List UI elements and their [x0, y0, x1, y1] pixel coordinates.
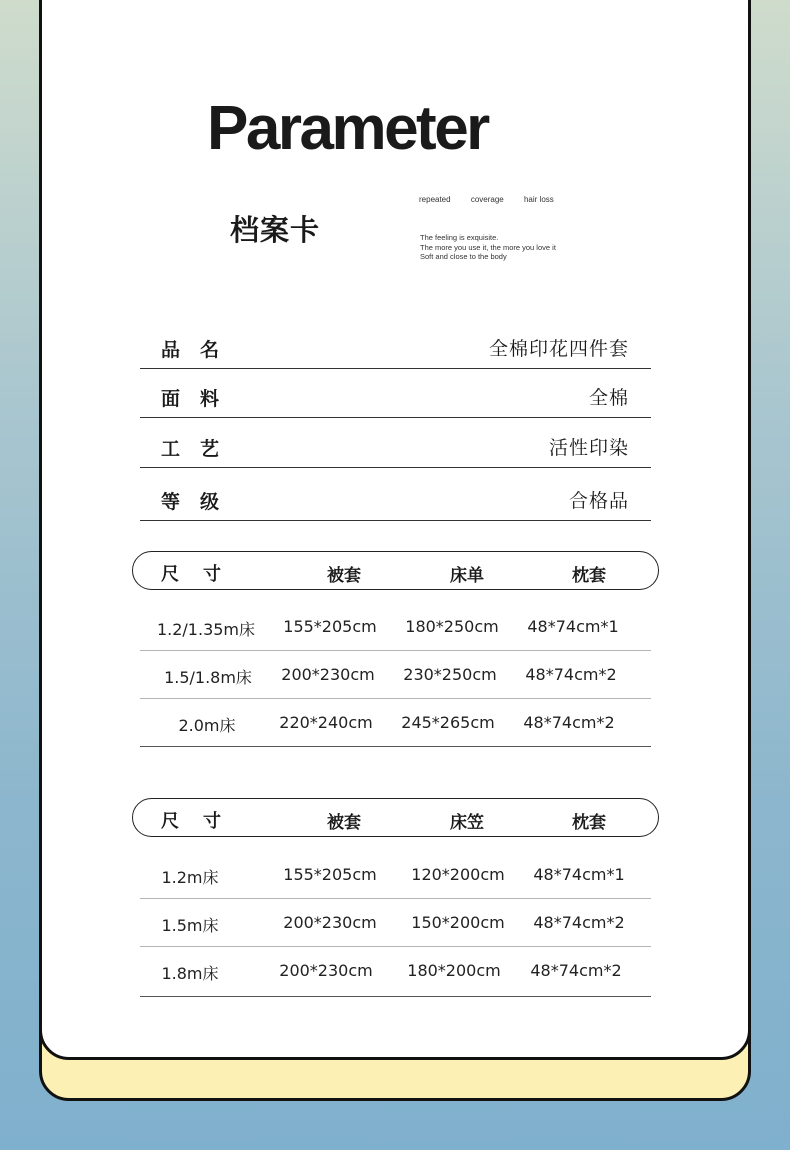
table-cell: 200*230cm — [283, 913, 377, 932]
table-cell: 180*250cm — [405, 617, 499, 636]
table-cell: 155*205cm — [283, 617, 377, 636]
info-value: 活性印染 — [548, 437, 629, 459]
info-value: 全棉印花四件套 — [488, 338, 629, 360]
blurb-text — [420, 233, 556, 262]
table-cell: 200*230cm — [281, 665, 375, 684]
blurb-line: Soft and close to the body — [420, 252, 507, 261]
header-size: 尺寸 — [161, 564, 245, 585]
info-label: 品名 — [161, 339, 240, 361]
table-cell: 230*250cm — [403, 665, 497, 684]
table-cell: 48*74cm*1 — [533, 865, 625, 884]
blurb-line: The more you use it, the more you love it — [420, 242, 556, 252]
info-label: 等级 — [161, 491, 240, 513]
header-fitted-sheet: 床笠 — [450, 813, 484, 833]
tag-coverage: coverage — [470, 195, 504, 204]
table-cell: 48*74cm*1 — [527, 617, 619, 636]
size-table-2-header — [132, 798, 659, 837]
table-cell: 220*240cm — [279, 713, 373, 732]
table-cell: 200*230cm — [279, 961, 373, 980]
page-title: Parameter — [207, 94, 488, 163]
table-row — [140, 699, 651, 747]
table-cell: 1.5m床 — [161, 916, 219, 935]
table-cell: 245*265cm — [401, 713, 495, 732]
table-row — [140, 947, 651, 997]
table-cell: 48*74cm*2 — [533, 913, 625, 932]
tag-hair-loss: hair loss — [523, 195, 554, 204]
info-value: 合格品 — [568, 490, 629, 512]
header-duvet: 被套 — [327, 566, 361, 586]
info-row-fabric — [140, 369, 651, 418]
header-pillowcase: 枕套 — [572, 813, 606, 833]
table-cell: 2.0m床 — [178, 716, 236, 735]
info-label: 面料 — [161, 388, 240, 410]
table-cell: 48*74cm*2 — [523, 713, 615, 732]
table-row — [140, 899, 651, 947]
table-cell: 48*74cm*2 — [525, 665, 617, 684]
header-size: 尺寸 — [161, 811, 245, 832]
header-pillowcase: 枕套 — [572, 566, 606, 586]
tag-repeated: repeated — [419, 195, 451, 204]
info-value: 全棉 — [588, 387, 629, 409]
info-row-name — [140, 320, 651, 369]
table-row — [140, 851, 651, 899]
size-table-1-header — [132, 551, 659, 590]
table-cell: 1.2m床 — [161, 868, 219, 887]
header-sheet: 床单 — [450, 566, 484, 586]
table-row — [140, 603, 651, 651]
feature-tags — [419, 195, 572, 204]
table-cell: 120*200cm — [411, 865, 505, 884]
info-row-process — [140, 419, 651, 468]
table-row — [140, 651, 651, 699]
table-cell: 48*74cm*2 — [530, 961, 622, 980]
blurb-line: The feeling is exquisite. — [420, 233, 499, 242]
header-duvet: 被套 — [327, 813, 361, 833]
table-cell: 150*200cm — [411, 913, 505, 932]
table-cell: 1.5/1.8m床 — [164, 668, 252, 687]
info-row-grade — [140, 470, 651, 521]
page-subtitle: 档案卡 — [230, 213, 321, 247]
table-cell: 155*205cm — [283, 865, 377, 884]
table-cell: 1.8m床 — [161, 964, 219, 983]
table-cell: 1.2/1.35m床 — [156, 620, 256, 639]
info-label: 工艺 — [161, 438, 240, 460]
table-cell: 180*200cm — [407, 961, 501, 980]
